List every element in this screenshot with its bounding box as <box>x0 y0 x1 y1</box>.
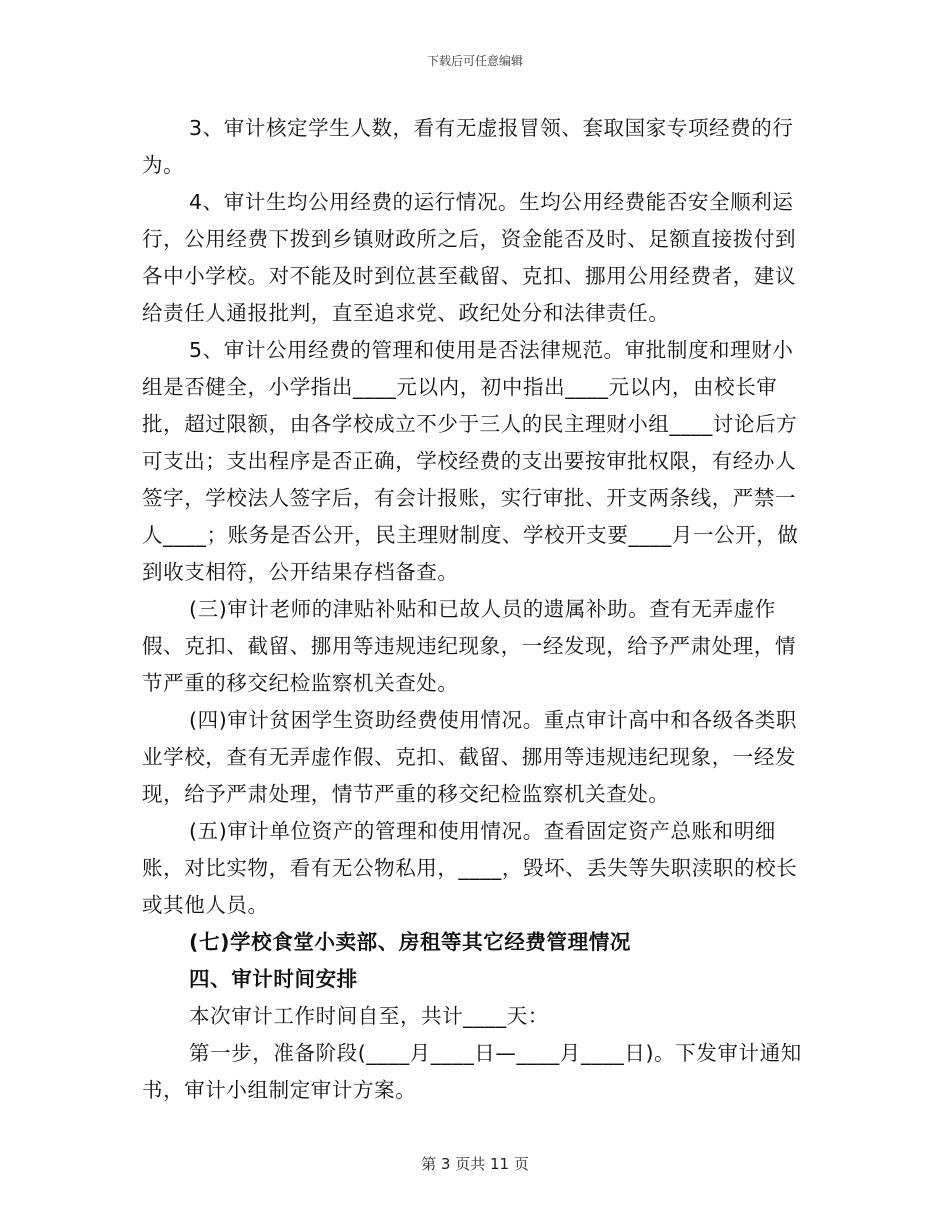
paragraph-duration: 本次审计工作时间自至，共计____天： <box>189 1004 549 1028</box>
page-header: 下载后可任意编辑 <box>426 54 523 68</box>
paragraph-item-5: 5、审计公用经费的管理和使用是否法律规范。审批制度和理财小组是否健全，小学指出____元以内，初中指出____元以内，由校长审批，超过限额，由各学校成立不少于三人的民主理财小组____讨论后方可支出；支出程序是否正确，学校经费的支出要按审批权限，有经办人签字，学校法人签字后，有会计报账，实行审批、开支两条线，严禁一人____；账务是否公开，民主理财制度、学校开支要____月一公开，做到收支相符，公开结果存档备查。 <box>142 338 799 584</box>
paragraph-item-4: 4、审计生均公用经费的运行情况。生均公用经费能否安全顺利运行，公用经费下拨到乡镇财政所之后，资金能否及时、足额直接拨付到各中小学校。对不能及时到位甚至截留、克扣、挪用公用经费者，建议给责任人通报批判，直至追求党、政纪处分和法律责任。 <box>142 190 797 325</box>
heading-section-7: (七)学校食堂小卖部、房租等其它经费管理情况 <box>189 930 631 954</box>
page-footer: 第 3 页共 11 页 <box>421 1155 529 1173</box>
paragraph-section-3: (三)审计老师的津贴补贴和已故人员的遗属补助。查有无弄虚作假、克扣、截留、挪用等违规违纪现象，一经发现，给予严肃处理，情节严重的移交纪检监察机关查处。 <box>142 597 797 695</box>
paragraph-item-3: 3、审计核定学生人数，看有无虚报冒领、套取国家专项经费的行为。 <box>142 116 794 177</box>
heading-schedule: 四、审计时间安排 <box>189 967 358 991</box>
document-body <box>142 110 808 1109</box>
paragraph-section-4: (四)审计贫困学生资助经费使用情况。重点审计高中和各级各类职业学校，查有无弄虚作假、克扣、截留、挪用等违规违纪现象，一经发现，给予严肃处理，情节严重的移交纪检监察机关查处。 <box>142 708 797 806</box>
paragraph-step-one: 第一步，准备阶段(____月____日—____月____日)。下发审计通知书，审计小组制定审计方案。 <box>142 1041 802 1102</box>
paragraph-section-5: (五)审计单位资产的管理和使用情况。查看固定资产总账和明细账，对比实物，看有无公物私用，____，毁坏、丢失等失职渎职的校长或其他人员。 <box>142 819 798 917</box>
